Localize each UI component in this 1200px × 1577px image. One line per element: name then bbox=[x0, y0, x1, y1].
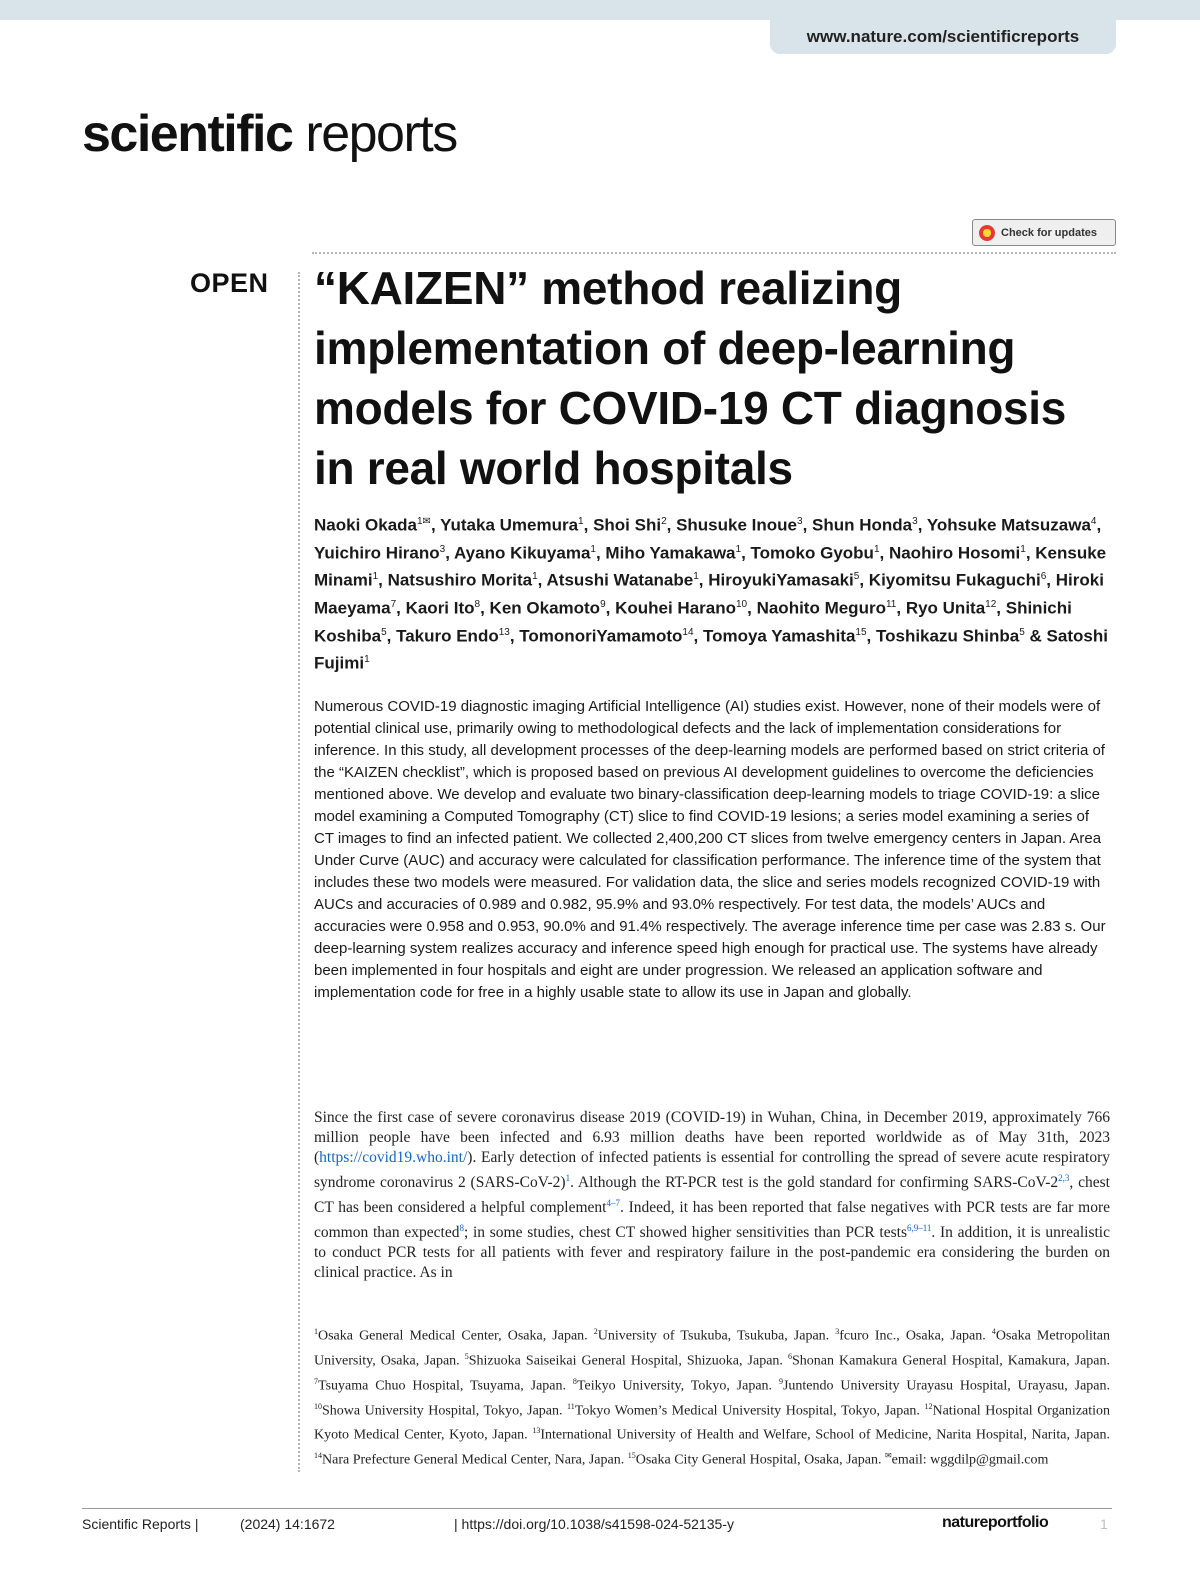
affiliation-text: University of Tsukuba, Tsukuba, Japan. bbox=[597, 1328, 830, 1344]
affiliation-text: Tsuyama Chuo Hospital, Tsuyama, Japan. bbox=[318, 1378, 567, 1394]
author-name[interactable]: Kaori Ito bbox=[405, 598, 475, 618]
author-affiliation-marker: 8 bbox=[474, 598, 481, 610]
citation-ref[interactable]: 4–7 bbox=[606, 1198, 620, 1209]
crossmark-icon bbox=[979, 225, 995, 241]
author-affiliation-marker: 3 bbox=[439, 543, 446, 555]
intro-text: Since the first case of severe coronavirus disease 2019 (COVID-19) in Wuhan, China, in December 2019, approximately 766 million people have been infected and 6.93 million deaths have been reported worldwide as of May 31th, 2023 ( bbox=[314, 1109, 1110, 1166]
author-name[interactable]: Hiroki Maeyama bbox=[314, 570, 1104, 618]
author-affiliation-marker: 3 bbox=[912, 516, 918, 527]
author-list: Naoki Okada$^{1✉}$, Yutaka Umemura$^1$, Shoi Shi$^2$, Shusuke Inoue$^3$, Shun Honda$^3$, Yohsuke Matsuzawa$^4$, Yuichiro Hirano$^3$, Ayano Kikuyama$^1$, Miho Yamakawa$^1$, Tomoko Gyobu$^1$, Naohiro Hosomi$^1$, Kensuke Minami$^1$, Natsushiro Morita$^1$, Atsushi Watanabe$^1$, HiroyukiYamasaki$^5$, Kiyomitsu Fukaguchi$^6$, Hiroki Maeyama$^7$, Kaori Ito$^8$, Ken Okamoto$^9$, Kouhei Harano$^{10}$, Naohito Meguro$^{11}$, Ryo Unita$^{12}$, Shinichi Koshiba$^5$, Takuro Endo$^{13}$, TomonoriYamamoto$^{14}$, Tomoya Yamashita$^{15}$, Toshikazu Shinba$^5$ & Satoshi Fujimi$^1$ bbox=[314, 515, 1108, 673]
affiliation-text: Shizuoka Saiseikai General Hospital, Shizuoka, Japan. bbox=[468, 1353, 783, 1369]
author-affiliation-marker: 5 bbox=[853, 571, 860, 583]
author-affiliation-marker: 1✉ bbox=[417, 516, 431, 527]
affiliation-text: fcuro Inc., Osaka, Japan. bbox=[839, 1328, 986, 1344]
author-name[interactable]: Kiyomitsu Fukaguchi bbox=[868, 570, 1041, 590]
affiliation-number: ✉ bbox=[884, 1451, 892, 1461]
author-name[interactable]: Natsushiro Morita bbox=[387, 570, 533, 590]
author-name[interactable]: Ryo Unita bbox=[905, 598, 986, 618]
affiliations bbox=[314, 1322, 1110, 1471]
author-name[interactable]: Tomoya Yamashita bbox=[702, 626, 856, 646]
author-affiliation-marker: 12 bbox=[985, 598, 997, 610]
page-number: 1 bbox=[1100, 1516, 1108, 1532]
author-name[interactable]: Ken Okamoto bbox=[489, 598, 601, 618]
affiliation-number: 6 bbox=[787, 1351, 792, 1361]
intro-text: ; in some studies, chest CT showed higher sensitivities than PCR tests bbox=[463, 1224, 907, 1242]
author-affiliation-marker: 5 bbox=[381, 626, 387, 638]
affiliation-number: 4 bbox=[991, 1327, 996, 1336]
affiliation-text: International University of Health and Welfare, School of Medicine, Narita Hospital, Narita, Japan. bbox=[540, 1428, 1110, 1444]
open-access-label: OPEN bbox=[190, 268, 269, 298]
author-affiliation-marker: 9 bbox=[600, 598, 606, 610]
journal-url[interactable]: www.nature.com/scientificreports bbox=[770, 20, 1116, 54]
author-name[interactable]: Toshikazu Shinba bbox=[875, 626, 1020, 646]
author-affiliation-marker: 1 bbox=[735, 543, 742, 555]
introduction-paragraph bbox=[314, 1108, 1110, 1283]
author-name[interactable]: Yohsuke Matsuzawa bbox=[926, 515, 1091, 535]
author-name[interactable]: Miho Yamakawa bbox=[605, 543, 736, 563]
citation-ref[interactable]: 1 bbox=[565, 1173, 571, 1183]
affiliation-text: National Hospital Organization Kyoto Medical Center, Kyoto, Japan. bbox=[314, 1403, 1111, 1444]
top-banner bbox=[0, 0, 1200, 20]
who-dashboard-link[interactable]: https://covid19.who.int/ bbox=[319, 1149, 468, 1166]
affiliation-number: 11 bbox=[567, 1401, 575, 1411]
citation-ref[interactable]: 6,9–11 bbox=[906, 1223, 932, 1234]
affiliation-number: 3 bbox=[835, 1327, 840, 1336]
author-name[interactable]: Satoshi Fujimi bbox=[314, 626, 1108, 673]
author-affiliation-marker: 1 bbox=[372, 571, 379, 583]
affiliation-number: 7 bbox=[314, 1376, 318, 1386]
affiliation-text: Osaka General Medical Center, Osaka, Japan. bbox=[318, 1328, 588, 1344]
author-affiliation-marker: 3 bbox=[797, 516, 803, 527]
intro-text: . In addition, it is unrealistic to conduct PCR tests for all patients with fever and respiratory failure in the post-pandemic era considering the burden on clinical practice. As in bbox=[314, 1224, 1110, 1282]
author-affiliation-marker: 10 bbox=[736, 598, 748, 610]
author-name[interactable]: Shusuke Inoue bbox=[676, 515, 797, 535]
affiliation-number: 8 bbox=[572, 1376, 577, 1386]
author-name[interactable]: TomonoriYamamoto bbox=[519, 626, 683, 646]
author-affiliation-marker: 1 bbox=[532, 571, 538, 583]
author-affiliation-marker: 13 bbox=[498, 626, 510, 638]
affiliation-text: Osaka City General Hospital, Osaka, Japan. bbox=[635, 1452, 882, 1468]
author-name[interactable]: Naohiro Hosomi bbox=[888, 543, 1021, 563]
affiliation-number: 2 bbox=[593, 1327, 598, 1336]
author-name[interactable]: Shoi Shi bbox=[593, 515, 662, 535]
author-name[interactable]: Kensuke Minami bbox=[314, 543, 1107, 590]
author-affiliation-marker: 5 bbox=[1019, 626, 1025, 638]
abstract: Numerous COVID-19 diagnostic imaging Artificial Intelligence (AI) studies exist. However, none of their models were of potential clinical use, primarily owing to methodological defects and the lack of implementation considerations for inference. In this study, all development processes of the deep-learning models are performed based on strict criteria of the “KAIZEN checklist”, which is proposed based on previous AI development guidelines to overcome the deficiencies mentioned above. We develop and evaluate two binary-classification deep-learning models to triage COVID-19: a slice model examining a Computed Tomography (CT) slice to find COVID-19 lesions; a series model examining a series of CT images to find an infected patient. We collected 2,400,200 CT slices from twelve emergency centers in Japan. Area Under Curve (AUC) and accuracy were calculated for classification performance. The inference time of the system that includes these two models were measured. For validation data, the slice and series models recognized COVID-19 with AUCs and accuracies of 0.989 and 0.982, 95.9% and 93.0% respectively. For test data, the models’ AUCs and accuracies were 0.958 and 0.953, 90.0% and 91.4% respectively. The average inference time per case was 2.83 s. Our deep-learning system realizes accuracy and inference speed high enough for practical use. The systems have already been implemented in four hospitals and eight are under progression. We released an application software and implementation code for free in a highly usable state to allow its use in Japan and globally. bbox=[314, 698, 1106, 1001]
author-name[interactable]: Shinichi Koshiba bbox=[314, 598, 1072, 646]
author-affiliation-marker: 1 bbox=[693, 571, 699, 583]
affiliation-number: 10 bbox=[314, 1401, 322, 1411]
author-name[interactable]: Yuichiro Hirano bbox=[314, 543, 440, 563]
intro-text: . Although the RT-PCR test is the gold standard for confirming SARS-CoV-2 bbox=[570, 1174, 1059, 1192]
affiliation-number: 9 bbox=[778, 1376, 783, 1386]
logo-word-reports: reports bbox=[305, 105, 457, 163]
logo-word-scientific: scientific bbox=[82, 105, 293, 163]
affiliation-text: Tokyo Women’s Medical University Hospital, Tokyo, Japan. bbox=[574, 1403, 920, 1419]
intro-text: , chest CT has been considered a helpful complement bbox=[314, 1174, 1110, 1217]
affiliation-text[interactable]: email: wggdilp@gmail.com bbox=[891, 1452, 1049, 1468]
author-affiliation-marker: 1 bbox=[364, 654, 370, 666]
author-name[interactable]: Shun Honda bbox=[812, 515, 913, 535]
footer-citation: (2024) 14:1672 bbox=[240, 1516, 335, 1532]
affiliation-number: 12 bbox=[924, 1401, 933, 1411]
affiliation-text: Shonan Kamakura General Hospital, Kamakura, Japan. bbox=[791, 1353, 1111, 1369]
affiliation-number: 13 bbox=[532, 1426, 541, 1436]
author-name[interactable]: Ayano Kikuyama bbox=[454, 543, 591, 563]
author-affiliation-marker: 1 bbox=[578, 516, 584, 527]
author-affiliation-marker: 1 bbox=[1020, 543, 1026, 555]
author-affiliation-marker: 6 bbox=[1040, 571, 1047, 583]
footer-rule bbox=[82, 1508, 1112, 1509]
left-column-divider bbox=[298, 272, 300, 1472]
author-name[interactable]: Yutaka Umemura bbox=[440, 515, 579, 535]
footer-doi-link[interactable]: | https://doi.org/10.1038/s41598-024-52135-y bbox=[454, 1516, 734, 1532]
author-name[interactable]: Naoki Okada bbox=[314, 515, 417, 535]
check-for-updates-label: Check for updates bbox=[1001, 226, 1097, 239]
author-name[interactable]: HiroyukiYamasaki bbox=[708, 570, 854, 590]
author-name[interactable]: Kouhei Harano bbox=[615, 598, 736, 618]
intro-text: . Indeed, it has been reported that false negatives with PCR tests are far more common than expected bbox=[314, 1199, 1110, 1242]
check-for-updates-button[interactable] bbox=[972, 219, 1116, 246]
header-divider bbox=[312, 252, 1116, 254]
citation-ref[interactable]: 8 bbox=[459, 1223, 464, 1234]
footer-journal: Scientific Reports | bbox=[82, 1516, 199, 1532]
author-affiliation-marker: 1 bbox=[873, 543, 880, 555]
author-name[interactable]: Tomoko Gyobu bbox=[750, 543, 874, 563]
author-affiliation-marker: 2 bbox=[661, 516, 667, 527]
author-affiliation-marker: 11 bbox=[885, 598, 897, 610]
nature-portfolio-logo: natureportfolio bbox=[942, 1514, 1049, 1531]
affiliation-number: 14 bbox=[314, 1451, 322, 1461]
affiliation-number: 1 bbox=[314, 1327, 318, 1336]
author-name[interactable]: Takuro Endo bbox=[396, 626, 499, 646]
author-affiliation-marker: 1 bbox=[590, 543, 596, 555]
author-affiliation-marker: 14 bbox=[682, 626, 694, 638]
author-affiliation-marker: 15 bbox=[855, 626, 867, 638]
journal-logo bbox=[82, 104, 457, 164]
author-affiliation-marker: 4 bbox=[1090, 516, 1097, 527]
affiliation-number: 15 bbox=[627, 1451, 636, 1461]
citation-ref[interactable]: 2,3 bbox=[1058, 1173, 1070, 1183]
affiliation-number: 5 bbox=[464, 1351, 469, 1361]
affiliation-text: Nara Prefecture General Medical Center, Nara, Japan. bbox=[322, 1452, 625, 1468]
article-title: “KAIZEN” method realizing implementation of deep-learning models for COVID-19 CT diagnosis in real world hospitals bbox=[314, 262, 1067, 494]
affiliation-text: Osaka Metropolitan University, Osaka, Japan. bbox=[314, 1328, 1111, 1369]
author-name[interactable]: Naohito Meguro bbox=[756, 598, 886, 618]
affiliation-text: Juntendo University Urayasu Hospital, Urayasu, Japan. bbox=[782, 1378, 1111, 1394]
author-affiliation-marker: 7 bbox=[390, 598, 397, 610]
affiliation-text: Showa University Hospital, Tokyo, Japan. bbox=[322, 1403, 563, 1419]
affiliation-text: Teikyo University, Tokyo, Japan. bbox=[576, 1378, 773, 1394]
intro-text: ). Early detection of infected patients is essential for controlling the spread of severe acute respiratory syndrome coronavirus 2 (SARS-CoV-2) bbox=[314, 1149, 1110, 1192]
author-name[interactable]: Atsushi Watanabe bbox=[546, 570, 694, 590]
